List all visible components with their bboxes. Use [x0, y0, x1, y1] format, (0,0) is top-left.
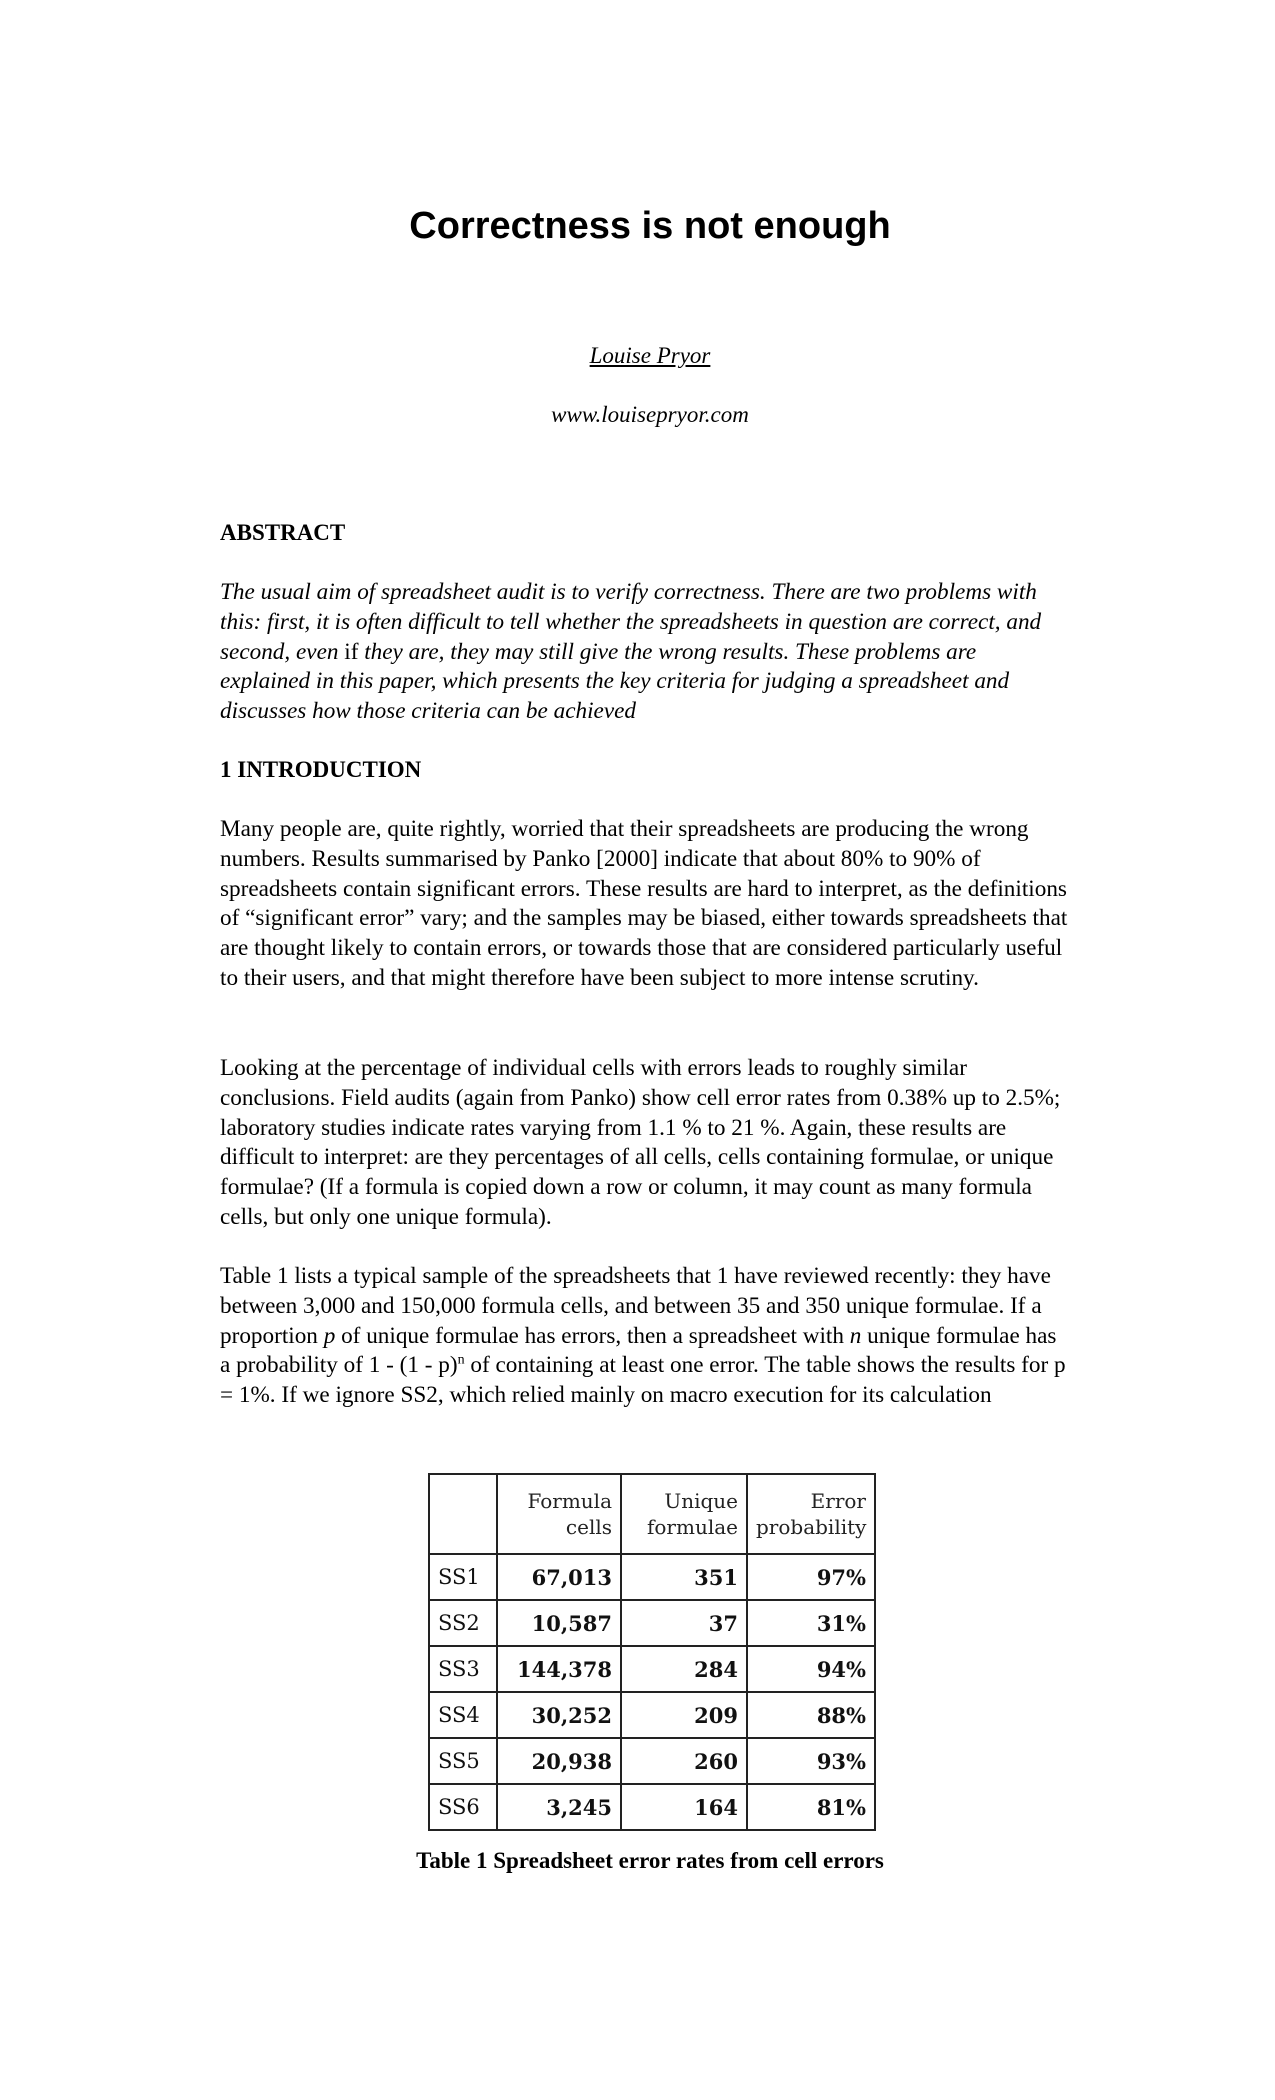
table-caption: Table 1 Spreadsheet error rates from cell errors: [416, 1848, 884, 1873]
table-row: [429, 1554, 875, 1600]
formula-cells-value: 20,938: [497, 1738, 621, 1784]
formula-cells-value: 30,252: [497, 1692, 621, 1738]
para3-var-n: n: [849, 1322, 862, 1349]
row-name: SS2: [429, 1600, 497, 1646]
unique-formulae-value: 351: [621, 1554, 747, 1600]
para3-text-c: unique formulae has a probability of 1 - (1 - p): [220, 1322, 1057, 1379]
table-row: [429, 1784, 875, 1830]
error-probability-value: 81%: [747, 1784, 875, 1830]
header-formula-cells-line2: cells: [565, 1515, 612, 1539]
row-name: SS1: [429, 1554, 497, 1600]
table-row: [429, 1738, 875, 1784]
error-rate-table: [428, 1473, 876, 1831]
abstract-text-part2: they are, they may still give the wrong results. These problems are explained in this paper, which presents the key criteria for judging a spreadsheet and discusses how those criteria can be achieved: [220, 638, 1010, 725]
formula-cells-value: 144,378: [497, 1646, 621, 1692]
author-link[interactable]: Louise Pryor: [589, 343, 711, 368]
para3-var-p: p: [323, 1322, 336, 1349]
paper-title: Correctness is not enough: [409, 205, 891, 247]
header-error-probability: [747, 1474, 875, 1554]
unique-formulae-value: 164: [621, 1784, 747, 1830]
header-unique-formulae: [621, 1474, 747, 1554]
para3-exponent: n: [457, 1352, 465, 1368]
intro-paragraph-3: [220, 1262, 1070, 1411]
unique-formulae-value: 284: [621, 1646, 747, 1692]
table-row: [429, 1646, 875, 1692]
error-probability-value: 88%: [747, 1692, 875, 1738]
unique-formulae-value: 209: [621, 1692, 747, 1738]
intro-paragraph-2: Looking at the percentage of individual cells with errors leads to roughly similar conclusions. Field audits (again from Panko) show cell error rates from 0.38% up to 2.5%; laboratory studies indicate rates varying from 1.1 % to 21 %. Again, these results are difficult to interpret: are they percentages of all cells, cells containing formulae, or unique formulae? (If a formula is copied down a row or column, it may count as many formula cells, but only one unique formula).: [220, 1055, 1061, 1230]
unique-formulae-value: 37: [621, 1600, 747, 1646]
error-rate-table-image: [428, 1473, 874, 1829]
error-probability-value: 93%: [747, 1738, 875, 1784]
unique-formulae-value: 260: [621, 1738, 747, 1784]
header-error-probability-line2: probability: [756, 1515, 867, 1539]
header-error-probability-line1: Error: [810, 1489, 866, 1513]
para3-text-b: of unique formulae has errors, then a spreadsheet with: [335, 1322, 850, 1349]
header-unique-formulae-line2: formulae: [646, 1515, 738, 1539]
table-row: [429, 1692, 875, 1738]
para3-text-d: of containing at least one error. The table shows the results for p = 1%. If we ignore SS2, which relied mainly on macro execution for its calculation: [220, 1352, 1066, 1409]
error-probability-value: 97%: [747, 1554, 875, 1600]
error-probability-value: 94%: [747, 1646, 875, 1692]
table-row: [429, 1600, 875, 1646]
header-blank: [429, 1474, 497, 1554]
row-name: SS4: [429, 1692, 497, 1738]
author-name: [0, 343, 1275, 369]
abstract-text: [220, 578, 1070, 727]
abstract-text-part1: The usual aim of spreadsheet audit is to verify correctness. There are two problems with this: first, it is often difficult to tell whether the spreadsheets in question are correct, and second, even: [220, 579, 1042, 665]
row-name: SS6: [429, 1784, 497, 1830]
table-header-row: [429, 1474, 875, 1554]
header-formula-cells: [497, 1474, 621, 1554]
abstract-text-if: if: [344, 638, 359, 665]
intro-paragraph-1: Many people are, quite rightly, worried that their spreadsheets are producing the wrong numbers. Results summarised by Panko [2000] indicate that about 80% to 90% of spreadsheets contain significant errors. These results are hard to interpret, as the definitions of “significant error” vary; and the samples may be biased, either towards spreadsheets that are thought likely to contain errors, or towards those that are considered particularly useful to their users, and that might therefore have been subject to more intense scrutiny.: [220, 816, 1068, 991]
formula-cells-value: 10,587: [497, 1600, 621, 1646]
header-formula-cells-line1: Formula: [527, 1489, 612, 1513]
row-name: SS3: [429, 1646, 497, 1692]
formula-cells-value: 67,013: [497, 1554, 621, 1600]
para3-text-a: Table 1 lists a typical sample of the spreadsheets that 1 have reviewed recently: they have between 3,000 and 150,000 formula cells, and between 35 and 350 unique formulae. If a proportion: [220, 1263, 1051, 1349]
row-name: SS5: [429, 1738, 497, 1784]
formula-cells-value: 3,245: [497, 1784, 621, 1830]
header-unique-formulae-line1: Unique: [664, 1489, 738, 1513]
introduction-heading: 1 INTRODUCTION: [220, 757, 422, 782]
error-probability-value: 31%: [747, 1600, 875, 1646]
abstract-heading: ABSTRACT: [220, 520, 346, 545]
author-website: www.louisepryor.com: [551, 402, 749, 427]
